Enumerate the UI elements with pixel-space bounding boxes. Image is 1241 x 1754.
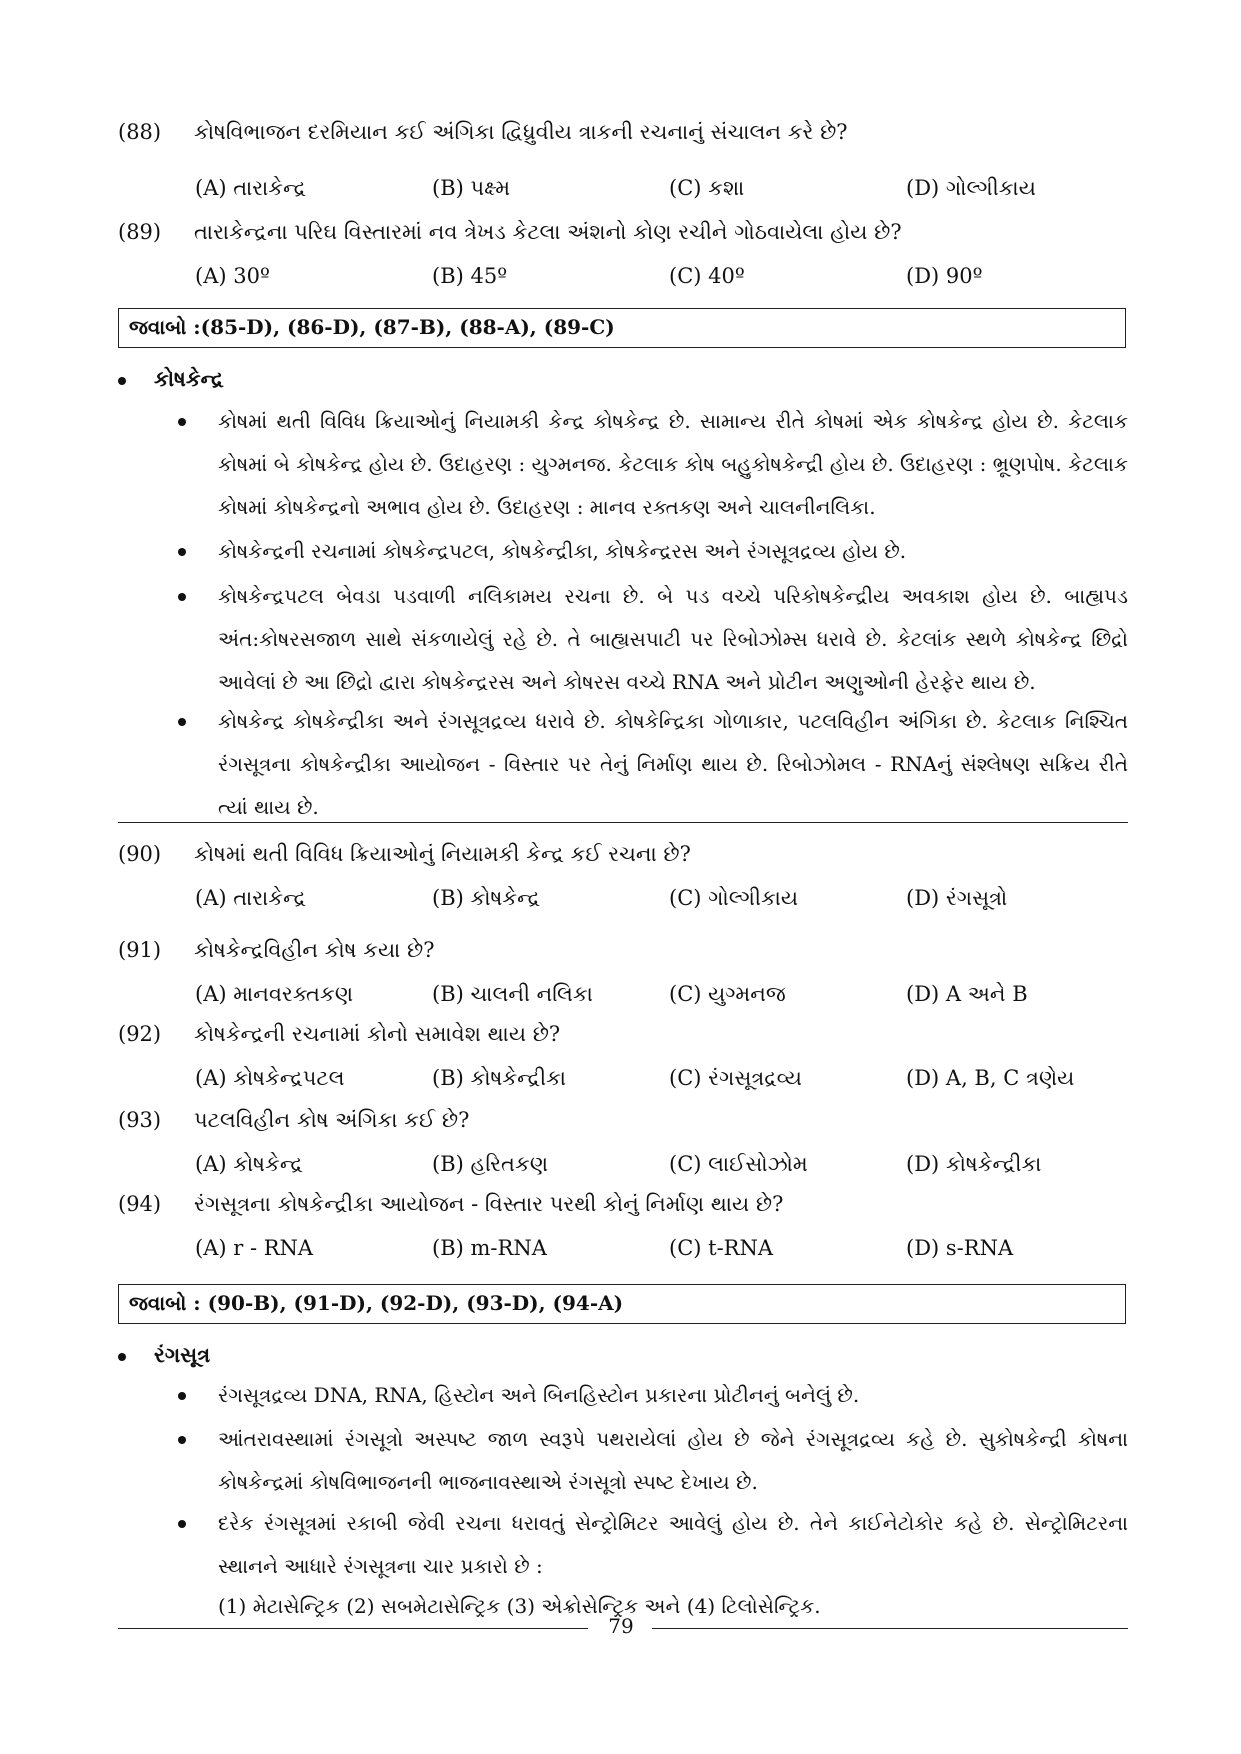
option-d: (D) s-RNA xyxy=(906,1236,1014,1260)
option-d: (D) 90º xyxy=(906,264,983,288)
bullet-item xyxy=(178,700,1128,829)
option-a: (A) કોષકેન્દ્રપટલ xyxy=(195,1066,345,1090)
question-text: કોષકેન્દ્રની રચનામાં કોનો સમાવેશ થાય છે? xyxy=(194,1022,561,1046)
bullet-icon xyxy=(178,1520,186,1528)
option-c: (C) 40º xyxy=(669,264,745,288)
option-c: (C) t-RNA xyxy=(669,1236,774,1260)
bullet-text: દરેક રંગસૂત્રમાં રકાબી જેવી રચના ધરાવતું સેન્ટ્રોમિટર આવેલું હોય છે. તેને કાઈનેટોકોર કહે છે. સેન્ટ્રોમિટરના સ્થાનને આધારે રંગસૂત્રના ચાર પ્રકારો છે : xyxy=(218,1511,1128,1578)
question-number: (88) xyxy=(118,120,162,144)
option-c: (C) યુગ્મનજ xyxy=(669,982,786,1006)
option-d: (D) રંગસૂત્રો xyxy=(906,886,1008,910)
option-c: (C) ગોલ્ગીકાય xyxy=(669,886,799,910)
section-heading-chromosome xyxy=(118,1342,210,1368)
question-text: તારાકેન્દ્રના પરિઘ વિસ્તારમાં નવ ત્રેખડ કેટલા અંશનો કોણ રચીને ગોઠવાયેલા હોય છે? xyxy=(194,220,902,244)
bullet-icon xyxy=(178,718,186,726)
section-heading-nucleus xyxy=(118,366,224,392)
option-a: (A) માનવરક્તકણ xyxy=(195,982,354,1006)
option-a: (A) 30º xyxy=(195,264,270,288)
bullet-text: કોષકેન્દ્રપટલ બેવડા પડવાળી નલિકામય રચના છે. બે પડ વચ્ચે પરિકોષકેન્દ્રીય અવકાશ હોય છે. બાહ્યપડ અંત:કોષરસજાળ સાથે સંકળાયેલું રહે છે. તે બાહ્યસપાટી પર રિબોઝોમ્સ ધરાવે છે. કેટલાંક સ્થળે કોષકેન્દ્ર છિદ્રો આવેલાં છે આ છિદ્રો દ્વારા કોષકેન્દ્રરસ અને કોષરસ વચ્ચે RNA અને પ્રોટીન અણુઓની હેરફેર થાય છે. xyxy=(218,584,1128,694)
question-number: (94) xyxy=(118,1192,162,1216)
bullet-icon xyxy=(118,1353,126,1361)
option-b: (B) કોષકેન્દ્ર xyxy=(432,886,541,910)
answer-box-1: જવાબો :(85-D), (86-D), (87-B), (88-A), (89-C) xyxy=(118,308,1126,348)
question-text: કોષમાં થતી વિવિધ ક્રિયાઓનું નિયામકી કેન્દ્ર કઈ રચના છે? xyxy=(194,842,691,866)
bullet-text: કોષકેન્દ્રની રચનામાં કોષકેન્દ્રપટલ, કોષકેન્દ્રીકા, કોષકેન્દ્રરસ અને રંગસૂત્રદ્રવ્ય હોય છે. xyxy=(218,539,907,563)
option-d: (D) કોષકેન્દ્રીકા xyxy=(906,1152,1042,1176)
bullet-item xyxy=(178,1418,1128,1504)
option-a: (A) તારાકેન્દ્ર xyxy=(195,886,307,910)
bullet-text: કોષકેન્દ્ર કોષકેન્દ્રીકા અને રંગસૂત્રદ્રવ્ય ધરાવે છે. કોષકેન્દ્રિકા ગોળાકાર, પટલવિહીન અંગિકા છે. કેટલાક નિશ્ચિત રંગસૂત્રના કોષકેન્દ્રીકા આયોજન - વિસ્તાર પર તેનું નિર્માણ થાય છે. રિબોઝોમલ - RNAનું સંશ્લેષણ સક્રિય રીતે ત્યાં થાય છે. xyxy=(218,709,1128,819)
question-number: (93) xyxy=(118,1108,162,1132)
option-c: (C) લાઈસોઝોમ xyxy=(669,1152,808,1176)
option-a: (A) r - RNA xyxy=(195,1236,314,1260)
bullet-item xyxy=(178,1374,1128,1417)
footer-rule-right xyxy=(652,1628,1128,1629)
options-92 xyxy=(195,1066,1155,1096)
option-b: (B) 45º xyxy=(432,264,508,288)
bullet-icon xyxy=(178,593,186,601)
option-b: (B) ચાલની નલિકા xyxy=(432,982,593,1006)
question-number: (89) xyxy=(118,220,162,244)
bullet-icon xyxy=(178,418,186,426)
answer-box-2: જવાબો : (90-B), (91-D), (92-D), (93-D), (94-A) xyxy=(118,1284,1126,1324)
question-number: (90) xyxy=(118,842,162,866)
option-c: (C) કશા xyxy=(669,176,745,200)
options-91 xyxy=(195,982,1155,1012)
option-b: (B) કોષકેન્દ્રીકા xyxy=(432,1066,567,1090)
question-text: પટલવિહીન કોષ અંગિકા કઈ છે? xyxy=(194,1108,470,1132)
footer-rule-left xyxy=(118,1628,588,1629)
question-number: (91) xyxy=(118,938,162,962)
bullet-text: રંગસૂત્રદ્રવ્ય DNA, RNA, હિસ્ટોન અને બિનહિસ્ટોન પ્રકારના પ્રોટીનનું બનેલું છે. xyxy=(218,1383,860,1407)
bullet-item xyxy=(178,1502,1128,1588)
option-d: (D) A અને B xyxy=(906,982,1028,1006)
option-b: (B) હરિતકણ xyxy=(432,1152,549,1176)
options-94 xyxy=(195,1236,1155,1266)
chromosome-types: (1) મેટાસેન્ટ્રિક (2) સબમેટાસેન્ટ્રિક (3) એક્રોસેન્ટ્રિક અને (4) ટિલોસેન્ટ્રિક. xyxy=(218,1594,821,1618)
heading-text: રંગસૂત્ર xyxy=(154,1342,211,1367)
question-text: રંગસૂત્રના કોષકેન્દ્રીકા આયોજન - વિસ્તાર પરથી કોનું નિર્માણ થાય છે? xyxy=(194,1192,784,1216)
option-a: (A) કોષકેન્દ્ર xyxy=(195,1152,303,1176)
bullet-icon xyxy=(118,377,126,385)
heading-text: કોષકેન્દ્ર xyxy=(154,366,224,391)
option-c: (C) રંગસૂત્રદ્રવ્ય xyxy=(669,1066,802,1090)
option-a: (A) તારાકેન્દ્ર xyxy=(195,176,307,200)
page-number: 79 xyxy=(608,1614,634,1638)
bullet-text: આંતરાવસ્થામાં રંગસૂત્રો અસ્પષ્ટ જાળ સ્વરૂપે પથરાયેલાં હોય છે જેને રંગસૂત્રદ્રવ્ય કહે છે. સુકોષકેન્દ્રી કોષના કોષકેન્દ્રમાં કોષવિભાજનની ભાજનાવસ્થાએ રંગસૂત્રો સ્પષ્ટ દેખાય છે. xyxy=(218,1427,1128,1494)
option-d: (D) ગોલ્ગીકાય xyxy=(906,176,1036,200)
question-number: (92) xyxy=(118,1022,162,1046)
options-93 xyxy=(195,1152,1155,1182)
bullet-text: કોષમાં થતી વિવિધ ક્રિયાઓનું નિયામકી કેન્દ્ર કોષકેન્દ્ર છે. સામાન્ય રીતે કોષમાં એક કોષકેન્દ્ર હોય છે. કેટલાક કોષમાં બે કોષકેન્દ્ર હોય છે. ઉદાહરણ : યુગ્મનજ. કેટલાક કોષ બહુકોષકેન્દ્રી હોય છે. ઉદાહરણ : ભ્રૂણપોષ. કેટલાક કોષમાં કોષકેન્દ્રનો અભાવ હોય છે. ઉદાહરણ : માનવ રક્તકણ અને ચાલનીનલિકા. xyxy=(218,409,1128,519)
bullet-icon xyxy=(178,1436,186,1444)
question-text: કોષકેન્દ્રવિહીન કોષ કયા છે? xyxy=(194,938,435,962)
option-d: (D) A, B, C ત્રણેય xyxy=(906,1066,1075,1090)
option-b: (B) m-RNA xyxy=(432,1236,547,1260)
options-89 xyxy=(195,264,1155,294)
bullet-item xyxy=(178,530,1128,573)
divider xyxy=(118,822,1128,823)
option-b: (B) પક્ષ્મ xyxy=(432,176,511,200)
bullet-item xyxy=(178,400,1128,529)
bullet-item xyxy=(178,575,1128,704)
question-text: કોષવિભાજન દરમિયાન કઈ અંગિકા દ્વિધ્રુવીય ત્રાકની રચનાનું સંચાલન કરે છે? xyxy=(194,120,848,144)
options-88 xyxy=(195,176,1155,206)
bullet-icon xyxy=(178,548,186,556)
options-90 xyxy=(195,886,1155,916)
bullet-icon xyxy=(178,1392,186,1400)
